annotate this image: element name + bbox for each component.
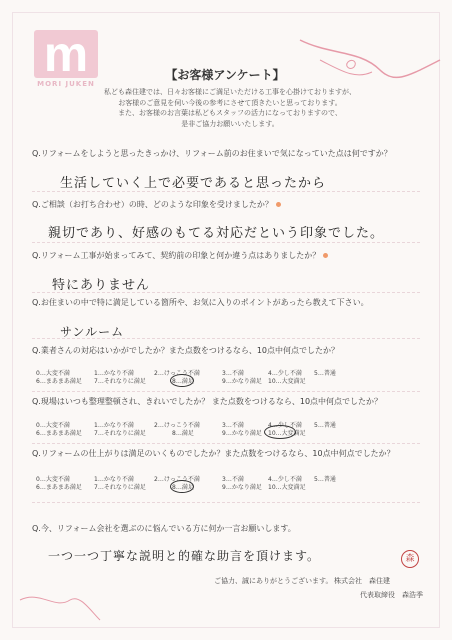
divider: [32, 443, 420, 444]
scale-option: 4…少し不満: [268, 422, 302, 429]
logo-letter: m: [43, 26, 89, 82]
scale-option: 0…大変不満: [36, 476, 70, 483]
scale-option: 7…それなりに満足: [94, 484, 146, 491]
divider: [32, 292, 420, 293]
scale-option: 6…まあまあ満足: [36, 378, 82, 385]
bullet-dot-icon: [323, 253, 328, 258]
selected-score-circle: [264, 425, 296, 439]
seal-stamp: 森: [401, 550, 419, 568]
intro-line: 私ども森住建では、日々お客様にご満足いただける工事を心掛けておりますが、: [104, 88, 356, 96]
answer-1: 生活していく上で必要であると思ったから: [60, 176, 327, 191]
rating-question-1: Q.業者さんの対応はいかがでしたか？また点数をつけるなら、10点中何点でしたか？: [32, 346, 340, 355]
scale-option: 2…けっこう不満: [154, 476, 200, 483]
bullet-dot-icon: [276, 202, 281, 207]
scale-option: 9…かなり満足: [222, 430, 262, 437]
scale-option: 10…大変満足: [268, 484, 306, 491]
final-question: Q.今、リフォーム会社を選ぶのに悩んでいる方に何か一言お願いします。: [32, 524, 296, 533]
scale-option: 2…けっこう不満: [154, 422, 200, 429]
scale-option: 7…それなりに満足: [94, 378, 146, 385]
scale-option: 3…不満: [222, 476, 244, 483]
thanks-text: ご協力、誠にありがとうございます。: [214, 577, 333, 585]
company-logo: [34, 26, 98, 88]
scale-option: 8…満足: [172, 430, 194, 437]
scale-option: 5…普通: [314, 422, 336, 429]
scale-option: 5…普通: [314, 370, 336, 377]
scale-option: 3…不満: [222, 370, 244, 377]
rating-question-3: Q.リフォームの仕上がりは満足のいくものでしたか？また点数をつけるなら、10点中何点でしたか？: [32, 449, 395, 458]
scale-option: 6…まあまあ満足: [36, 430, 82, 437]
final-answer: 一つ一つ丁寧な説明と的確な助言を頂けます。: [48, 549, 321, 563]
divider: [32, 391, 420, 392]
intro-line: 是非ご協力お願いいたします。: [181, 119, 279, 128]
scale-option: 1…かなり不満: [94, 476, 134, 483]
scale-option: 2…けっこう不満: [154, 370, 200, 377]
answer-2: 親切であり、好感のもてる対応だという印象でした。: [48, 226, 385, 241]
scale-option: 7…それなりに満足: [94, 430, 146, 437]
question-4: Q.お住まいの中で特に満足している箇所や、お気に入りのポイントがあったら教えて下さい。: [32, 298, 369, 307]
scale-option: 4…少し不満: [268, 476, 302, 483]
question-3: Q.リフォーム工事が始まってみて、契約前の印象と何か違う点はありましたか？: [32, 250, 328, 261]
scale-option: 1…かなり不満: [94, 422, 134, 429]
divider: [32, 242, 420, 243]
intro-line: お客様のご意見を伺い今後の参考にさせて頂きたいと思っております。: [118, 98, 342, 107]
scale-option: 10…大変満足: [268, 378, 306, 385]
question-2: Q.ご相談（お打ち合わせ）の時、どのような印象を受けましたか？: [32, 199, 281, 210]
scale-option: 9…かなり満足: [222, 378, 262, 385]
rating-question-2: Q.現場はいつも整理整頓され、きれいでしたか？ また点数をつけるなら、10点中何点でしたか？: [32, 397, 383, 406]
scale-option: 1…かなり不満: [94, 370, 134, 377]
question-1: Q.リフォームをしようと思ったきっかけ、リフォーム前のお住まいで気になっていた点は何ですか？: [32, 149, 392, 158]
scale-option: 6…まあまあ満足: [36, 484, 82, 491]
page-title: 【お客様アンケート】: [165, 68, 285, 82]
logo-text: MORI JUKEN: [37, 80, 95, 88]
scale-option: 9…かなり満足: [222, 484, 262, 491]
scale-option: 0…大変不満: [36, 370, 70, 377]
company-name: 株式会社 森住建: [334, 577, 390, 585]
scale-option: 8…満足: [172, 484, 194, 491]
scale-option: 5…普通: [314, 476, 336, 483]
scale-option: 8…満足: [172, 378, 194, 385]
divider: [32, 338, 420, 339]
selected-score-circle: [170, 480, 194, 493]
selected-score-circle: [170, 374, 194, 387]
scale-option: 10…大変満足: [268, 430, 306, 437]
scale-option: 3…不満: [222, 422, 244, 429]
answer-3: 特にありません: [52, 278, 151, 293]
scale-option: 0…大変不満: [36, 422, 70, 429]
intro-text: [80, 87, 380, 129]
divider: [32, 191, 420, 192]
intro-line: また、お客様のお言葉は私どもスタッフの活力になっておりますので、: [118, 109, 342, 117]
divider: [32, 502, 420, 503]
representative: 代表取締役 森浩季: [360, 591, 423, 599]
scale-option: 4…少し不満: [268, 370, 302, 377]
answer-4: サンルーム: [60, 325, 125, 339]
